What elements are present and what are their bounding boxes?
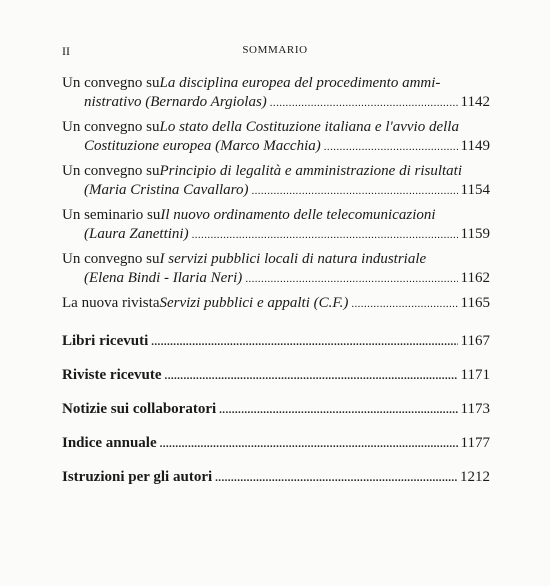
dot-leader <box>351 295 457 314</box>
toc-section <box>62 332 490 352</box>
entry-prefix: Un seminario su <box>62 207 161 223</box>
entry-title: I servizi pubblici locali di natura industriale <box>159 251 427 267</box>
entry-title: Il nuovo ordinamento delle telecomunicazioni <box>160 207 436 223</box>
entry-title: La disciplina europea del procedimento ammi- <box>159 75 441 91</box>
section-label: Indice annuale <box>62 435 157 451</box>
running-head: SOMMARIO <box>242 44 308 56</box>
section-label: Riviste ricevute <box>62 367 162 383</box>
toc-entry <box>62 206 490 245</box>
dot-leader <box>251 182 457 201</box>
entry-page: 1159 <box>460 226 490 242</box>
dot-leader <box>324 138 458 157</box>
section-page: 1167 <box>460 333 490 349</box>
entry-prefix: Un convegno su <box>62 163 160 179</box>
toc-entry <box>62 118 490 157</box>
section-page: 1173 <box>460 401 490 417</box>
entry-title-cont: (Maria Cristina Cavallaro) <box>84 182 249 198</box>
section-page: 1177 <box>460 435 490 451</box>
entry-title: Lo stato della Costituzione italiana e l'avvio della <box>159 119 459 135</box>
dot-leader <box>270 94 458 113</box>
toc-entry <box>62 250 490 289</box>
dot-leader <box>192 226 458 245</box>
toc-section <box>62 366 490 386</box>
toc-section <box>62 400 490 420</box>
entry-title-cont: (Laura Zanettini) <box>84 226 189 242</box>
entry-prefix: Un convegno su <box>62 75 160 91</box>
entry-title: Principio di legalità e amministrazione di risultati <box>159 163 462 179</box>
entry-page: 1165 <box>460 295 490 311</box>
entry-title-cont: nistrativo (Bernardo Argiolas) <box>84 94 267 110</box>
toc-section <box>62 434 490 454</box>
entry-prefix: Un convegno su <box>62 119 160 135</box>
entry-title-cont: Costituzione europea (Marco Macchia) <box>84 138 321 154</box>
entry-page: 1162 <box>460 270 490 286</box>
toc-entry <box>62 74 490 113</box>
dot-leader <box>151 333 457 352</box>
dot-leader <box>215 469 457 488</box>
entry-page: 1142 <box>460 94 490 110</box>
toc-entry <box>62 162 490 201</box>
entry-prefix: La nuova rivista <box>62 295 160 311</box>
entry-title-cont: (Elena Bindi - Ilaria Neri) <box>84 270 243 286</box>
toc-entry <box>62 294 490 314</box>
dot-leader <box>219 401 457 420</box>
section-label: Istruzioni per gli autori <box>62 469 213 485</box>
section-page: 1171 <box>460 367 490 383</box>
section-page: 1212 <box>460 469 490 485</box>
dot-leader <box>160 435 458 454</box>
entry-page: 1154 <box>460 182 490 198</box>
entry-prefix: Un convegno su <box>62 251 160 267</box>
entry-title: Servizi pubblici e appalti (C.F.) <box>159 295 349 311</box>
dot-leader <box>165 367 458 386</box>
page-number: II <box>62 44 70 58</box>
section-label: Libri ricevuti <box>62 333 149 349</box>
toc-section <box>62 468 490 488</box>
dot-leader <box>245 270 457 289</box>
table-of-contents <box>62 74 490 498</box>
section-label: Notizie sui collaboratori <box>62 401 217 417</box>
entry-page: 1149 <box>460 138 490 154</box>
